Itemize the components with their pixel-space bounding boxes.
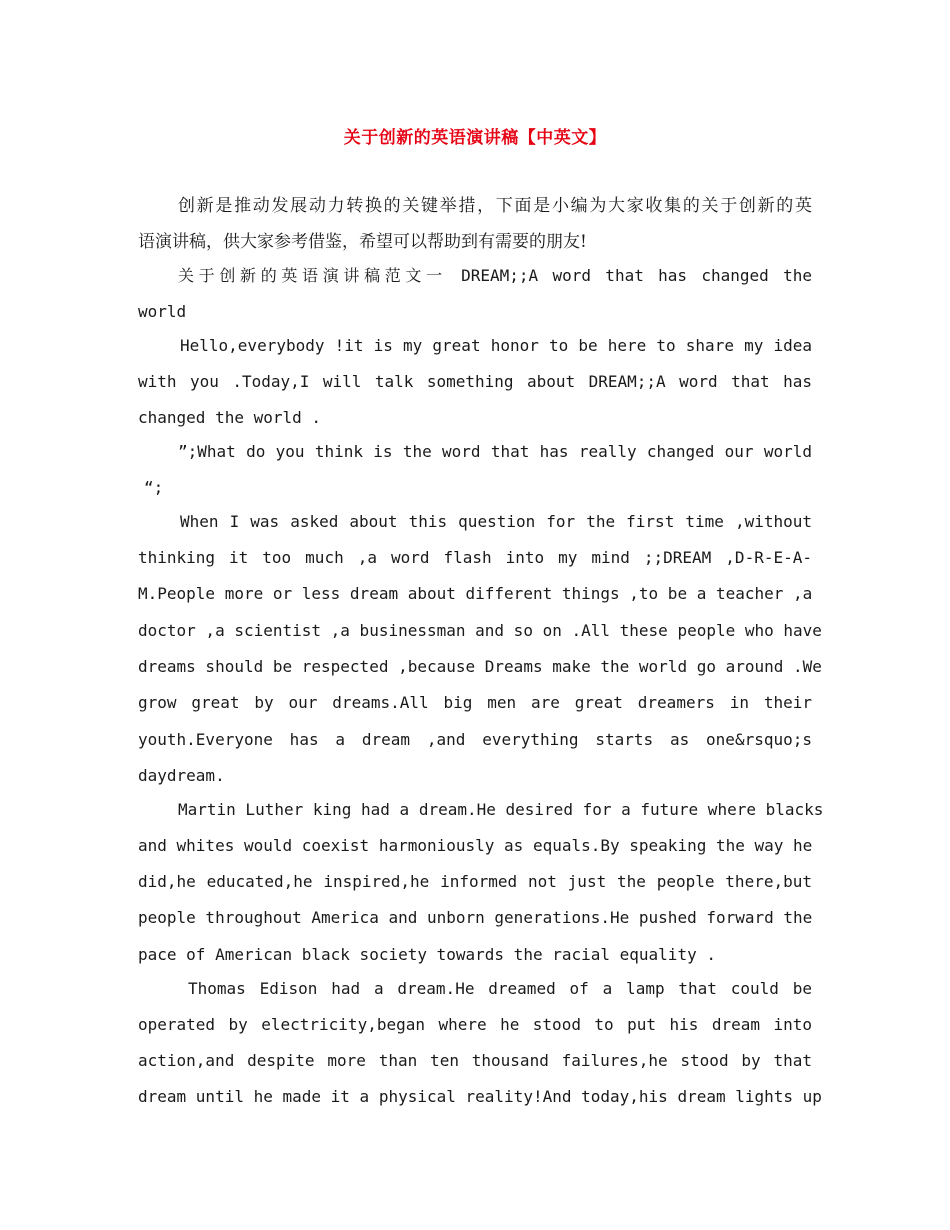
document-title: 关于创新的英语演讲稿【中英文】 bbox=[343, 128, 607, 148]
paragraph-line: ”;What do you think is the word that has really changed our world bbox=[178, 442, 812, 461]
paragraph-line: people throughout America and unborn generations.He pushed forward the bbox=[138, 908, 813, 927]
paragraph-line: doctor ,a scientist ,a businessman and so on .All these people who have bbox=[138, 621, 822, 640]
paragraph-line: changed the world . bbox=[138, 408, 322, 427]
paragraph-line: When I was asked about this question for the first time ,without bbox=[180, 512, 812, 531]
paragraph-line: pace of American black society towards the racial equality . bbox=[138, 945, 716, 964]
paragraph-line: dreams should be respected ,because Dreams make the world go around .We bbox=[138, 657, 822, 676]
paragraph-line: grow great by our dreams.All big men are great dreamers in their bbox=[138, 693, 812, 712]
paragraph-line: 语演讲稿，供大家参考借鉴，希望可以帮助到有需要的朋友! bbox=[138, 232, 587, 252]
paragraph-line: youth.Everyone has a dream ,and everything starts as one&rsquo;s bbox=[138, 730, 812, 749]
paragraph-line: with you .Today,I will talk something about DREAM;;A word that has bbox=[138, 372, 812, 391]
paragraph-line: did,he educated,he inspired,he informed not just the people there,but bbox=[138, 872, 812, 891]
paragraph-line: thinking it too much ,a word flash into my mind ;;DREAM ,D-R-E-A- bbox=[138, 548, 812, 567]
paragraph-line: operated by electricity,began where he stood to put his dream into bbox=[138, 1015, 812, 1034]
paragraph-line: Martin Luther king had a dream.He desired for a future where blacks bbox=[178, 800, 824, 819]
paragraph-line: world bbox=[138, 302, 187, 321]
paragraph-line: 创新是推动发展动力转换的关键举措，下面是小编为大家收集的关于创新的英 bbox=[178, 196, 812, 216]
paragraph-line: “; bbox=[144, 478, 164, 497]
paragraph-line: action,and despite more than ten thousand failures,he stood by that bbox=[138, 1051, 812, 1070]
paragraph-line: M.People more or less dream about different things ,to be a teacher ,a bbox=[138, 584, 813, 603]
paragraph-line: 关于创新的英语演讲稿范文一 DREAM;;A word that has changed the bbox=[178, 266, 812, 285]
paragraph-line: daydream. bbox=[138, 766, 225, 785]
paragraph-line: Hello,everybody !it is my great honor to be here to share my idea bbox=[180, 336, 812, 355]
paragraph-line: and whites would coexist harmoniously as equals.By speaking the way he bbox=[138, 836, 813, 855]
paragraph-line: dream until he made it a physical reality!And today,his dream lights up bbox=[138, 1087, 822, 1106]
paragraph-line: Thomas Edison had a dream.He dreamed of a lamp that could be bbox=[188, 979, 812, 998]
